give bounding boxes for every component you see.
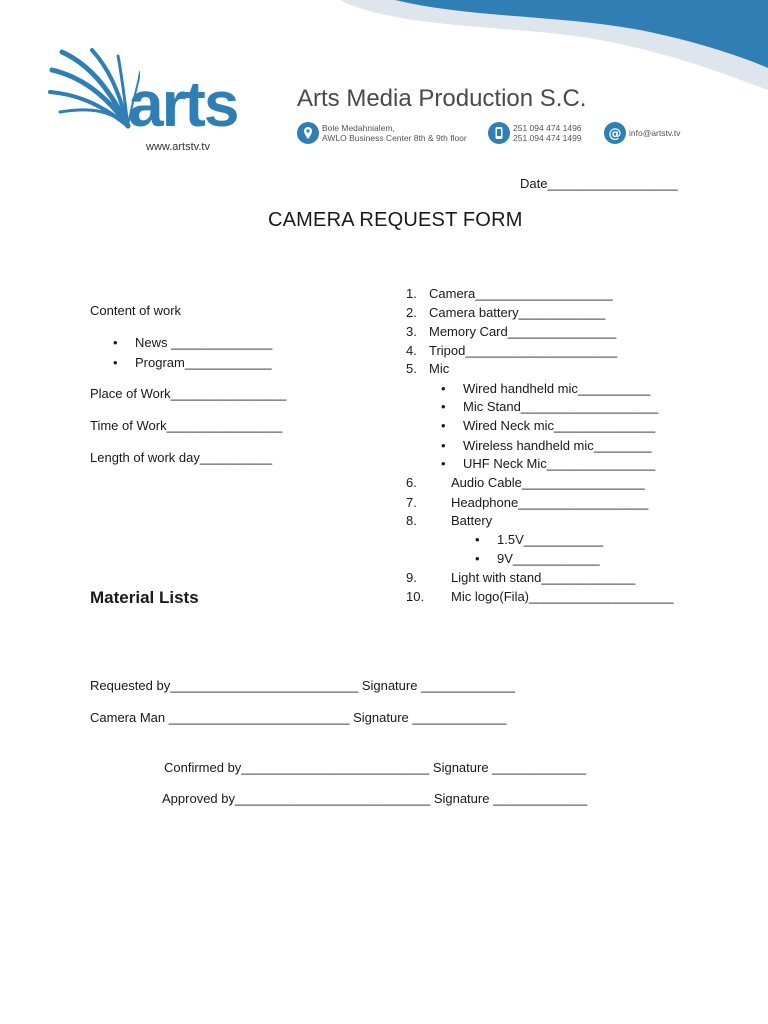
length-of-work-field: Length of work day__________: [90, 450, 273, 465]
list-number: 9.: [406, 570, 417, 585]
mic-subitem-uhf-neck: • UHF Neck Mic_______________: [463, 456, 655, 471]
list-number: 3.: [406, 324, 417, 339]
letterhead: [0, 0, 768, 175]
address-line-2: AWLO Business Center 8th & 9th floor: [322, 133, 467, 143]
battery-subitem-9v: • 9V____________: [497, 551, 600, 566]
email-at-icon: [604, 122, 626, 144]
list-number: 6.: [406, 475, 417, 490]
address-line-1: Bole Medahnialem,: [322, 123, 395, 133]
list-item-mic-logo: Mic logo(Fila)____________________: [451, 589, 674, 604]
location-pin-icon: [297, 122, 319, 144]
requested-by-line: Requested by__________________________ Signature _____________: [90, 678, 516, 693]
date-field: Date__________________: [520, 176, 678, 191]
website-url: www.artstv.tv: [146, 141, 210, 153]
battery-subitem-1-5v: • 1.5V___________: [497, 532, 603, 547]
approved-by-line: Approved by___________________________ Signature _____________: [162, 791, 588, 806]
time-of-work-field: Time of Work________________: [90, 418, 283, 433]
list-item-audio-cable: Audio Cable_________________: [451, 475, 645, 490]
form-title: CAMERA REQUEST FORM: [268, 209, 523, 231]
list-number: 1.: [406, 286, 417, 301]
list-item-battery: Battery: [451, 513, 493, 528]
list-item-camera-battery: Camera battery____________: [429, 305, 606, 320]
place-of-work-field: Place of Work________________: [90, 386, 287, 401]
content-item-program: • Program____________: [135, 355, 272, 370]
list-item-memory-card: Memory Card_______________: [429, 324, 617, 339]
list-item-camera: Camera___________________: [429, 286, 613, 301]
list-number: 2.: [406, 305, 417, 320]
confirmed-by-line: Confirmed by__________________________ Signature _____________: [164, 760, 587, 775]
list-item-light-with-stand: Light with stand_____________: [451, 570, 636, 585]
phone-number-1: 251 094 474 1496: [513, 123, 582, 133]
list-number: 8.: [406, 513, 417, 528]
list-item-tripod: Tripod_____________________: [429, 343, 618, 358]
content-of-work-label: Content of work: [90, 303, 182, 318]
mic-subitem-wireless-handheld: • Wireless handheld mic________: [463, 438, 652, 453]
list-item-mic: Mic: [429, 361, 450, 376]
mic-subitem-wired-handheld: • Wired handheld mic__________: [463, 381, 650, 396]
list-number: 10.: [406, 589, 425, 604]
email-address: info@artstv.tv: [629, 128, 681, 138]
list-number: 4.: [406, 343, 417, 358]
mic-subitem-mic-stand: • Mic Stand___________________: [463, 399, 658, 414]
list-item-headphone: Headphone__________________: [451, 495, 649, 510]
mic-subitem-wired-neck: • Wired Neck mic______________: [463, 418, 655, 433]
brand-logo-text: arts: [128, 68, 238, 140]
list-number: 5.: [406, 361, 417, 376]
arts-logo-rays-icon: [48, 46, 140, 138]
material-lists-heading: Material Lists: [90, 588, 199, 607]
list-number: 7.: [406, 495, 417, 510]
phone-icon: [488, 122, 510, 144]
phone-number-2: 251 094 474 1499: [513, 133, 582, 143]
camera-man-line: Camera Man _________________________ Signature _____________: [90, 710, 507, 725]
company-name: Arts Media Production S.C.: [297, 85, 587, 112]
content-item-news: • News ______________: [135, 335, 272, 350]
svg-text:@: @: [608, 126, 622, 142]
